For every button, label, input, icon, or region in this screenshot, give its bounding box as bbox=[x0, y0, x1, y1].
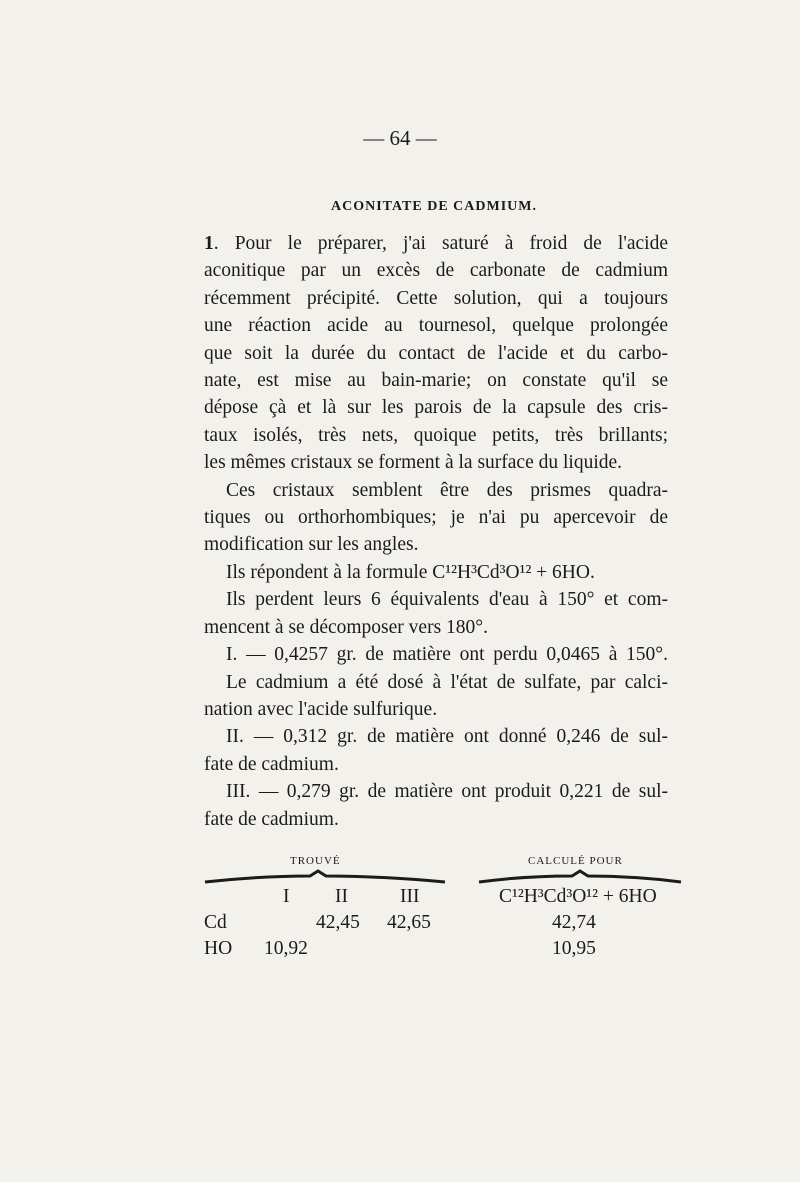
text-line: III. — 0,279 gr. de matière ont produit 0,221 de sul- bbox=[226, 781, 668, 803]
col-header-II: II bbox=[335, 886, 348, 907]
text-line: aconitique par un excès de carbonate de cadmium bbox=[204, 260, 668, 282]
text-line: nation avec l'acide sulfurique. bbox=[204, 698, 438, 720]
text-line: fate de cadmium. bbox=[204, 753, 339, 775]
text-line: dépose çà et là sur les parois de la capsule des cris- bbox=[204, 397, 668, 419]
text-line: Le cadmium a été dosé à l'état de sulfate, par calci- bbox=[226, 671, 668, 693]
row-label: Cd bbox=[204, 912, 227, 933]
col-header-III: III bbox=[400, 886, 420, 907]
text-line: Ils perdent leurs 6 équivalents d'eau à 150° et com- bbox=[226, 589, 668, 611]
text-line: une réaction acide au tournesol, quelque prolongée bbox=[204, 315, 668, 337]
text-line: modification sur les angles. bbox=[204, 534, 419, 556]
row-label: HO bbox=[204, 938, 233, 959]
col-header-I: I bbox=[283, 886, 290, 907]
text-line: 1. Pour le préparer, j'ai saturé à froid de l'acide bbox=[204, 233, 668, 254]
cell-value: 10,95 bbox=[552, 938, 596, 959]
section-title: ACONITATE DE CADMIUM. bbox=[331, 199, 537, 214]
text-line: que soit la durée du contact de l'acide et du carbo- bbox=[204, 342, 668, 364]
text-line: tiques ou orthorhombiques; je n'ai pu apercevoir de bbox=[204, 507, 668, 529]
page-number: — 64 — bbox=[363, 126, 437, 150]
brace-calculated bbox=[474, 868, 686, 886]
cell-value: 10,92 bbox=[264, 938, 308, 959]
text-line: Ces cristaux semblent être des prismes quadra- bbox=[226, 479, 668, 501]
cell-value: 42,45 bbox=[316, 912, 360, 933]
header-calculated: CALCULÉ POUR bbox=[528, 855, 623, 867]
brace-found bbox=[200, 868, 450, 886]
text-line: nate, est mise au bain-marie; on constate qu'il se bbox=[204, 370, 668, 392]
text-line: II. — 0,312 gr. de matière ont donné 0,246 de sul- bbox=[226, 726, 668, 748]
text-line: fate de cadmium. bbox=[204, 808, 339, 830]
text-line: les mêmes cristaux se forment à la surface du liquide. bbox=[204, 452, 623, 474]
text-line: taux isolés, très nets, quoique petits, très brillants; bbox=[204, 424, 668, 446]
paragraph-number: 1 bbox=[204, 233, 214, 254]
text-line: mencent à se décomposer vers 180°. bbox=[204, 616, 488, 638]
text-line: Ils répondent à la formule C¹²H³Cd³O¹² + 6HO. bbox=[226, 561, 595, 583]
text-line: récemment précipité. Cette solution, qui a toujours bbox=[204, 287, 668, 309]
cell-value: 42,74 bbox=[552, 912, 596, 933]
text-line: I. — 0,4257 gr. de matière ont perdu 0,0465 à 150°. bbox=[226, 644, 668, 666]
col-header-formula: C¹²H³Cd³O¹² + 6HO bbox=[499, 886, 657, 907]
cell-value: 42,65 bbox=[387, 912, 431, 933]
header-found: TROUVÉ bbox=[290, 855, 341, 867]
